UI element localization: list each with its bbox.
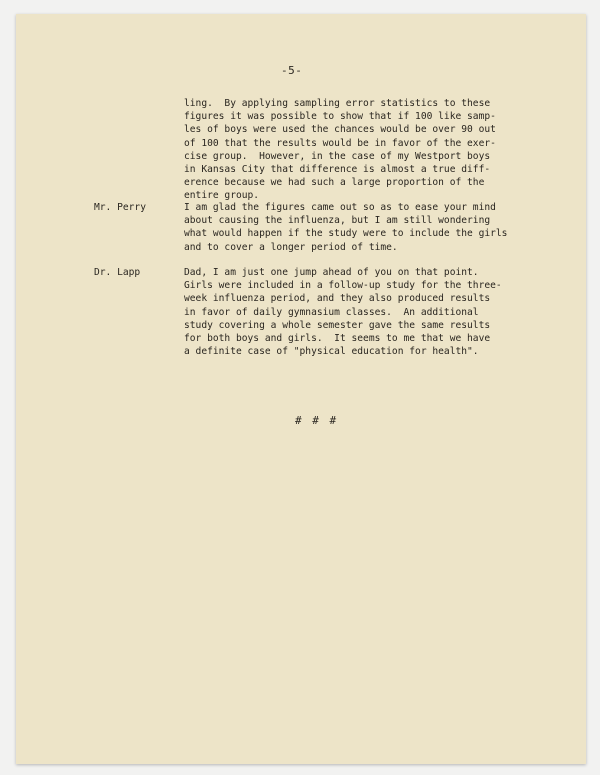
paragraph-continuation: ling. By applying sampling error statistics to these figures it was possible to show that if 100 like samp- les of boys were used the chances would be over 90 out of 100 that the results would be in favor of the exer- cise group. However, in the case of my Westport boys in Kansas City that difference is almost a true diff- erence because we had such a large proportion of the entire group. <box>184 98 496 202</box>
paragraph-mr-perry: I am glad the figures came out so as to ease your mind about causing the influenza, but I am still wondering what would happen if the study were to include the girls and to cover a longer period of time. <box>184 202 508 253</box>
page-number: -5- <box>281 64 303 77</box>
document-page <box>16 14 586 764</box>
speaker-mr-perry: Mr. Perry <box>94 202 146 213</box>
paragraph-dr-lapp: Dad, I am just one jump ahead of you on that point. Girls were included in a follow-up study for the three- week influenza period, and they also produced results in favor of daily gymnasium classes. An additional study covering a whole semester gave the same results for both boys and girls. It seems to me that we have a definite case of "physical education for health". <box>184 267 502 358</box>
speaker-dr-lapp: Dr. Lapp <box>94 267 141 278</box>
end-mark: # # # <box>295 414 339 427</box>
